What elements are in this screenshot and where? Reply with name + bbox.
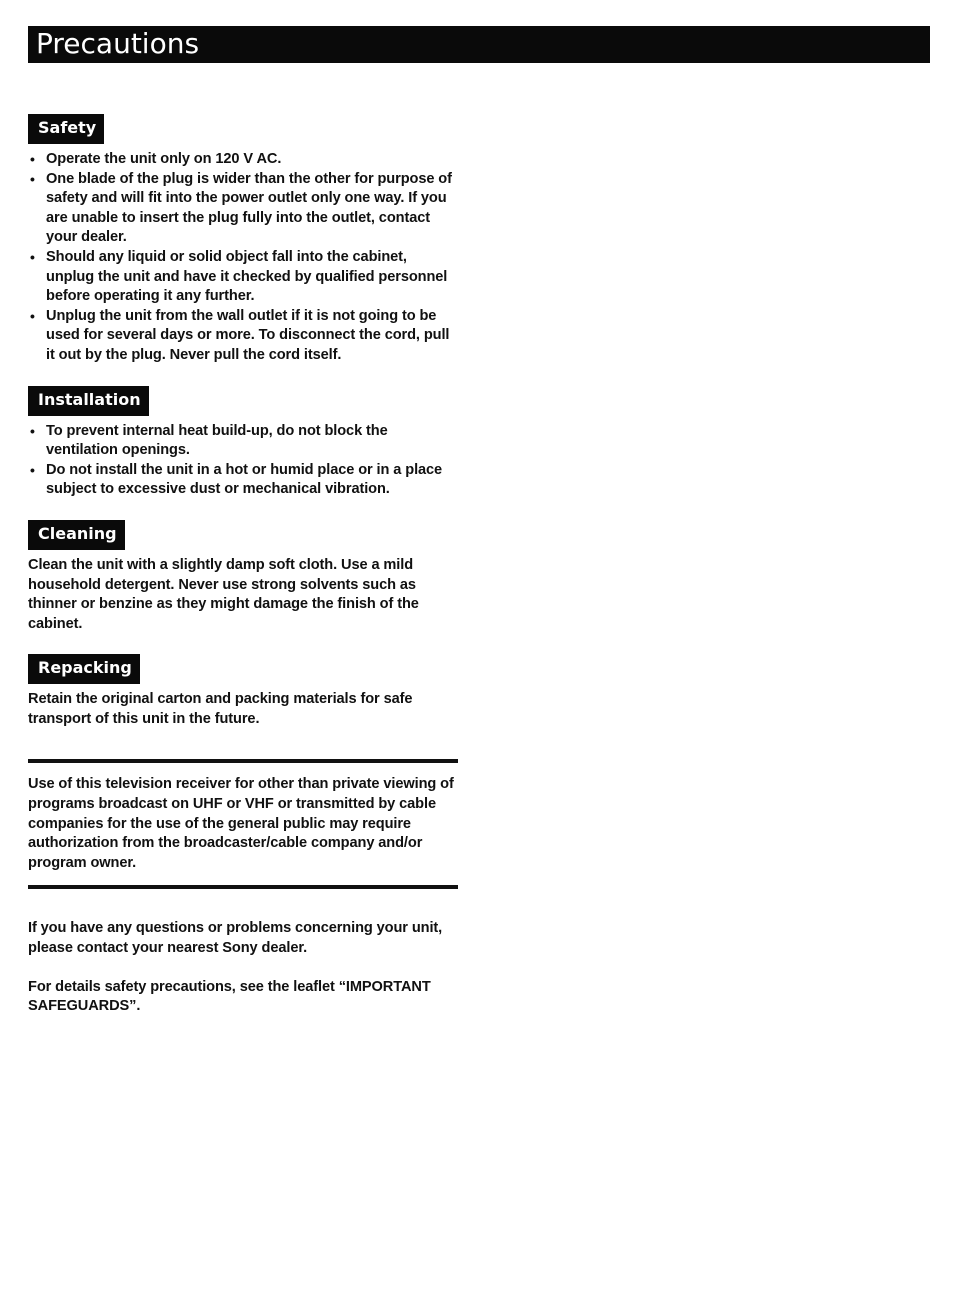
cleaning-text: Clean the unit with a slightly damp soft cloth. Use a mild household detergent. Never use strong solvents such as thinner or benzine as they might damage the finish of the cabinet. xyxy=(28,556,419,632)
contact-text: If you have any questions or problems concerning your unit, please contact your nearest Sony dealer. xyxy=(28,920,443,957)
installation-list xyxy=(28,422,458,500)
list-item: • Do not install the unit in a hot or humid place or in a place subject to excessive dust or mechanical vibration. xyxy=(28,461,458,500)
page-title-bar xyxy=(28,26,930,63)
section-heading-repacking: Repacking xyxy=(28,654,140,684)
list-item: • Operate the unit only on 120 V AC. xyxy=(28,150,458,170)
section-heading-cleaning: Cleaning xyxy=(28,520,125,550)
section-installation xyxy=(28,386,458,500)
section-heading-safety: Safety xyxy=(28,114,104,144)
section-safety xyxy=(28,108,458,366)
leaflet-text: For details safety precautions, see the leaflet “IMPORTANT SAFEGUARDS”. xyxy=(28,978,431,1015)
page-title: Precautions xyxy=(36,27,200,60)
list-item: • Unplug the unit from the wall outlet if it is not going to be used for several days or more. To disconnect the cord, pull it out by the plug. Never pull the cord itself. xyxy=(28,307,458,366)
safety-list xyxy=(28,150,458,366)
notice-text: Use of this television receiver for other than private viewing of programs broadcast on UHF or VHF or transmitted by cable companies for the use of the general public may require authorization from the broadcaster/cable company and/or program owner. xyxy=(28,776,454,871)
section-repacking xyxy=(28,654,458,729)
list-item: • Should any liquid or solid object fall into the cabinet, unplug the unit and have it checked by qualified personnel before operating it any further. xyxy=(28,248,458,307)
list-item: • One blade of the plug is wider than the other for purpose of safety and will fit into the power outlet only one way. If you are unable to insert the plug fully into the outlet, contact your dealer. xyxy=(28,170,458,248)
section-heading-installation: Installation xyxy=(28,386,149,416)
list-item: • To prevent internal heat build-up, do not block the ventilation openings. xyxy=(28,422,458,461)
repacking-text: Retain the original carton and packing materials for safe transport of this unit in the future. xyxy=(28,691,413,727)
content-column xyxy=(28,108,458,1017)
section-cleaning xyxy=(28,520,458,634)
